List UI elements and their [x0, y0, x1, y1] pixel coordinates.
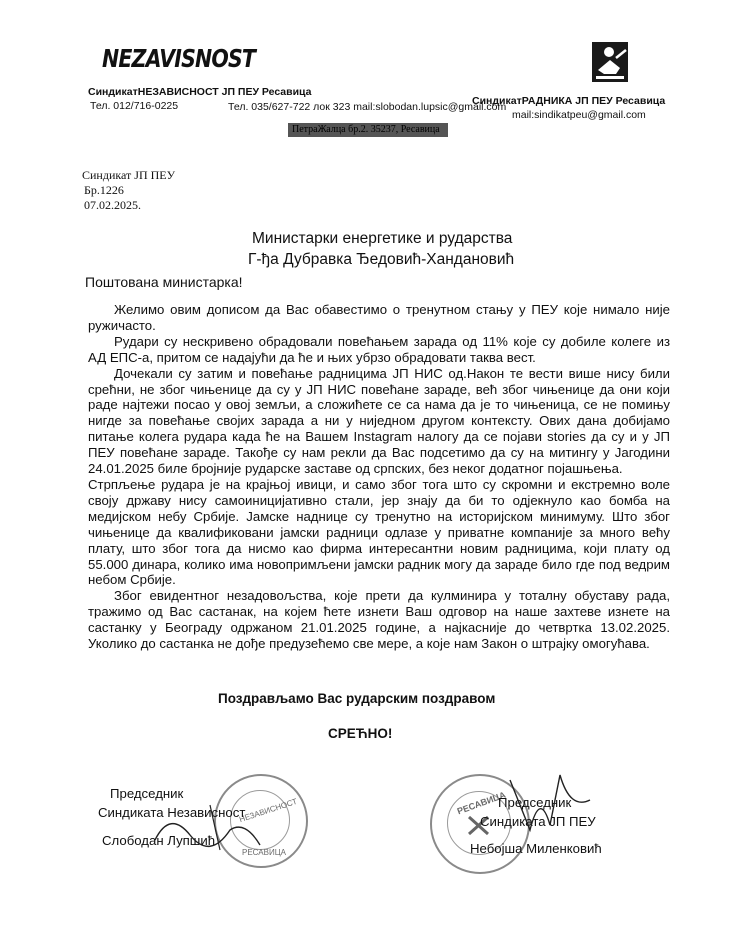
srecno: СРЕЋНО!	[328, 726, 393, 741]
reference-block	[82, 168, 175, 213]
right-union-name: СиндикатРАДНИКА ЈП ПЕУ Ресавица	[472, 95, 666, 107]
right-signatory-name: Небојша Миленковић	[470, 841, 602, 856]
paragraph-1: Желимо овим дописом да Вас обавестимо о тренутном стању у ПЕУ које нимало није ружичасто.	[88, 302, 670, 333]
right-stamp-label: РЕСАВИЦА	[455, 789, 508, 817]
addressee-name: Г-ђа Дубравка Ђедовић-Хандановић	[248, 251, 515, 268]
reference-number: Бр.1226	[84, 183, 124, 197]
right-role-union: Синдиката ЈП ПЕУ	[480, 814, 596, 829]
addressee-title: Министарки енергетике и рударства	[252, 230, 513, 247]
right-role-title: Председник	[498, 795, 572, 810]
addressee-block	[248, 228, 515, 270]
closing-greeting: Поздрављамо Вас рударским поздравом	[218, 691, 496, 706]
paragraph-4: Стрпљење рудара је на крајњој ивици, и само због тога што су скромни и екстремно воле своју државу нису самоиницијативно стали, јер знају да би то одјекнуло као бомба на медијском небу Србије. Јамске наднице су тренутно на историјском минимуму. Што због чињенице да квалификовани јамски радници одлазе у приватне компаније за много већу плату, што због тога да нисмо као фирма интересантни новим радницима, који плату од 55.000 динара, колико има новопримљени јамски радник могу да зараде било где под ведрим небом Србије.	[88, 476, 670, 588]
left-stamp-label: НЕЗАВИСНОСТ	[238, 796, 299, 825]
address: ПетраЖалца бр.2. 35237, Ресавица	[292, 124, 440, 135]
left-stamp-place: РЕСАВИЦА	[242, 848, 286, 857]
middle-contact: Тел. 035/627-722 лок 323 mail:slobodan.lupsic@gmail.com	[228, 101, 507, 113]
greeting: Поштована министарка!	[85, 274, 243, 290]
left-union-phone: Тел. 012/716-0225	[90, 100, 179, 112]
paragraph-3: Дочекали су затим и повећање радницима ЈП НИС од.Након те вести више нису били срећни, не због чињенице да су у ЈП НИС повећане зараде, већ због чињенице да они који раде најтежи посао у овој земљи, а сложићете се са нама да је то чињеница, се не помињу нигде за повећање својих зарада а ни у ниједном другом контексту. Ових дана добијамо питање колега рудара када ће на Вашем Instagram налогу да се појави stories да су и у ЈП ПЕУ повећане зараде. Такође су нам рекли да Вас подсетимо да су на митингу у Јагодини 24.01.2025 биле бројније рударске заставе од српских, без неког додатног појашњења.	[88, 365, 670, 477]
paragraph-5: Због евидентног незадовољства, које прети да кулминира у тоталну обуставу рада, тражимо од Вас састанак, на којем ћете изнети Ваш одговор на наше захтеве изнете на састанку у Београду одржаном 21.01.2025 године, а најкасније до четвртка 13.02.2025. Уколико до састанка не дође предузећемо све мере, а које нам Закон о штрајку омогућава.	[88, 588, 670, 652]
miner-logo-icon	[590, 40, 630, 84]
left-handwritten-signature	[150, 800, 270, 860]
letter-body	[88, 302, 670, 652]
left-role-union: Синдиката Независност	[98, 805, 246, 820]
left-union-name: СиндикатНЕЗАВИСНОСТ ЈП ПЕУ Ресавица	[88, 86, 312, 98]
left-role-title: Председник	[110, 786, 184, 801]
logo-wordmark: NEZAVISNOST	[102, 44, 256, 73]
reference-sender: Синдикат ЈП ПЕУ	[82, 168, 176, 182]
right-handwritten-signature	[500, 770, 610, 850]
right-union-mail: mail:sindikatpeu@gmail.com	[512, 109, 646, 121]
left-signatory-name: Слободан Лупшић	[102, 833, 216, 848]
paragraph-2: Рудари су нескривено обрадовали повећањем зарада од 11% које су добиле колеге из АД ЕПС-а, притом се надајући да ће и њих убрзо обрадовати таква вест.	[88, 333, 670, 365]
reference-date: 07.02.2025.	[84, 198, 141, 212]
